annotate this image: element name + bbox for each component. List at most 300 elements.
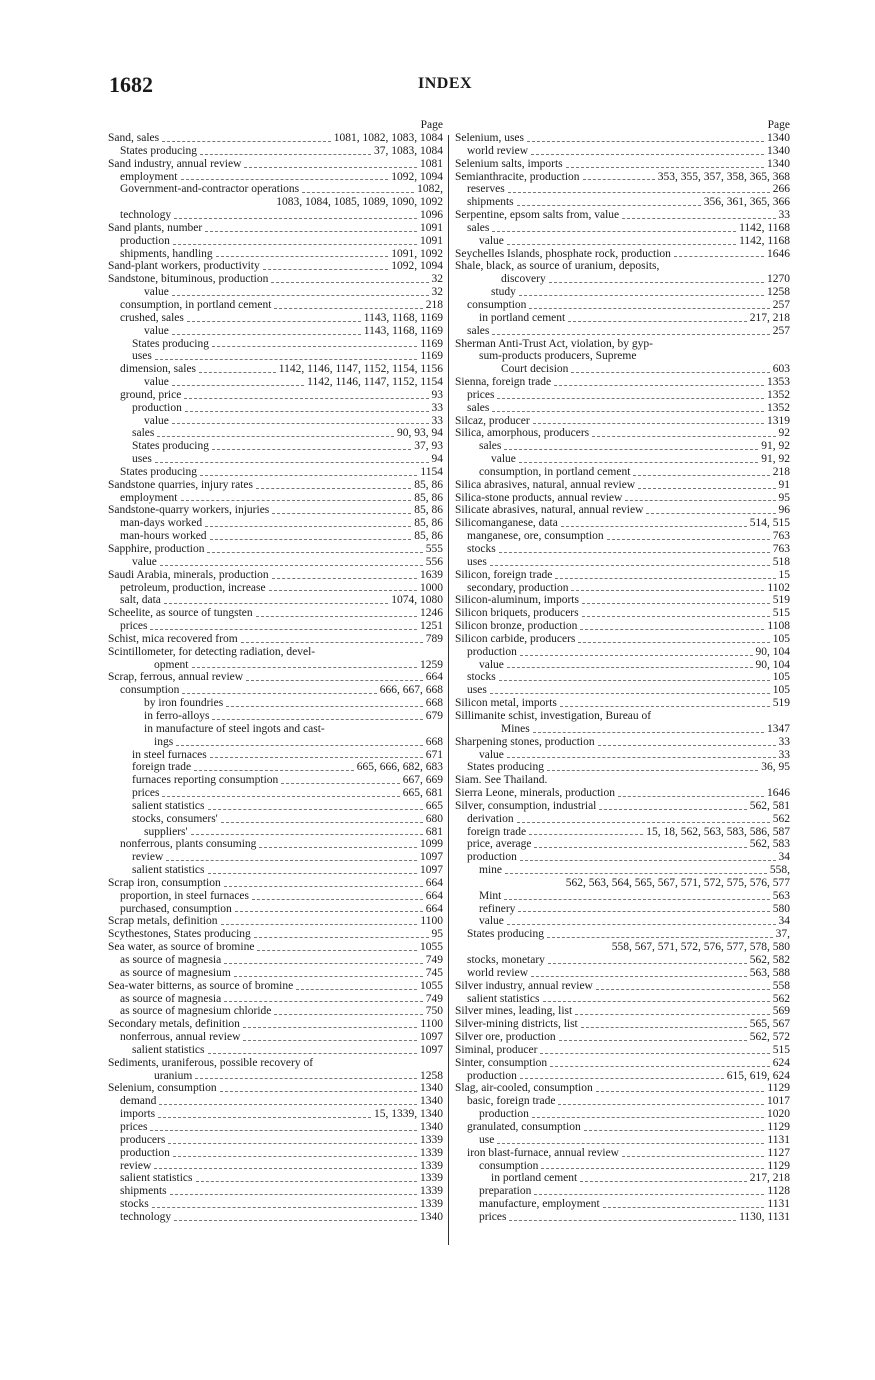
index-entry [108,928,443,941]
entry-pages: 563 [772,889,790,902]
leader-dots [194,770,354,771]
entry-term: shipments [467,196,514,209]
entry-term: review [120,1159,152,1172]
entry-term: Silicon bronze, production [455,620,578,633]
entry-term: value [479,748,504,761]
entry-term: prices [120,620,148,633]
entry-pages: 558, 567, 571, 572, 576, 577, 578, 580 [611,941,790,954]
entry-term: employment [120,491,178,504]
entry-pages: 569 [772,1005,790,1018]
entry-pages: 1081 [420,157,443,170]
index-entry [455,890,790,903]
entry-term: production [467,1069,517,1082]
leader-dots [571,372,769,373]
entry-term: in ferro-alloys [144,709,210,722]
entry-term: value [479,915,504,928]
entry-term: States producing [467,928,544,941]
entry-pages: 667, 669 [402,774,443,787]
entry-term: value [132,555,157,568]
index-entry [455,1160,790,1173]
entry-term: discovery [501,273,546,286]
entry-term: demand [120,1095,157,1108]
entry-term: foreign trade [467,825,527,838]
leader-dots [234,976,423,977]
leader-dots [549,282,764,283]
index-entry [108,1108,443,1121]
index-entry [455,594,790,607]
entry-term: world review [467,966,528,979]
entry-pages: 15, 18, 562, 563, 583, 586, 587 [646,825,790,838]
entry-pages: 91, 92 [761,440,790,453]
leader-dots [274,308,422,309]
entry-pages: 1083, 1084, 1085, 1089, 1090, 1092 [276,196,443,209]
entry-pages: 85, 86 [414,491,443,504]
index-entry [455,1121,790,1134]
entry-term: Selenium, uses [455,132,524,144]
leader-dots [172,334,361,335]
index-entry [455,1057,790,1070]
entry-pages: 679 [425,709,443,722]
entry-term: Sierra Leone, minerals, production [455,787,615,800]
entry-pages: 1091 [420,234,443,247]
entry-pages: 1127 [767,1146,790,1159]
index-entry [455,697,790,710]
entry-term: Siam. See Thailand. [455,774,548,787]
entry-term: production [479,1108,529,1121]
index-entry [455,517,790,530]
index-entry [108,1160,443,1173]
leader-dots [527,141,764,142]
leader-dots [548,963,747,964]
index-entry [108,607,443,620]
index-entry [108,1082,443,1095]
entry-pages: 95 [778,491,790,504]
index-entry [108,325,443,338]
entry-term: Silicon briquets, producers [455,607,579,620]
entry-term: value [491,453,516,466]
index-entry [455,980,790,993]
leader-dots [534,847,746,848]
entry-term: production [120,1146,170,1159]
entry-term: salt, data [120,594,161,607]
leader-dots [492,411,764,412]
entry-term: mine [479,864,502,877]
leader-dots [674,256,764,257]
entry-pages: 671 [425,748,443,761]
leader-dots [490,565,770,566]
entry-term: uses [467,555,487,568]
leader-dots [581,1027,747,1028]
index-entry [455,1082,790,1095]
leader-dots [497,398,764,399]
entry-pages: 789 [425,632,443,645]
leader-dots [571,590,764,591]
entry-pages: 1081, 1082, 1083, 1084 [333,132,443,144]
entry-term: States producing [120,465,197,478]
index-entry [108,376,443,389]
leader-dots [560,706,770,707]
leader-dots [519,295,764,296]
entry-pages: 514, 515 [749,517,790,530]
entry-pages: 32 [431,286,443,299]
leader-dots [505,873,767,874]
leader-dots [580,1181,747,1182]
index-entry [108,941,443,954]
entry-pages: 1142, 1168 [739,234,790,247]
entry-pages: 1347 [767,722,790,735]
index-entry [455,171,790,184]
entry-term: value [144,324,169,337]
entry-pages: 96 [778,504,790,517]
entry-pages: 556 [425,555,443,568]
index-entry [455,749,790,762]
leader-dots [187,321,361,322]
leader-dots [241,642,423,643]
leader-dots [533,423,764,424]
entry-term: furnaces reporting consumption [132,774,279,787]
page-number: 1682 [109,72,153,97]
entry-pages: 1143, 1168, 1169 [363,311,443,324]
leader-dots [583,179,655,180]
entry-term: Sea water, as source of bromine [108,941,255,954]
leader-dots [519,462,758,463]
leader-dots [216,256,389,257]
index-entry [455,620,790,633]
entry-pages: 1108 [767,620,790,633]
index-entry [108,890,443,903]
index-entry [455,915,790,928]
entry-term: Sandstone quarries, injury rates [108,478,253,491]
index-entry [455,838,790,851]
entry-pages: 1091 [420,221,443,234]
entry-term: in portland cement [479,311,566,324]
entry-pages: 763 [772,543,790,555]
entry-term: value [479,234,504,247]
entry-pages: 353, 355, 357, 358, 365, 368 [657,170,790,183]
index-entry [108,800,443,813]
entry-term: refinery [479,902,516,915]
entry-term: salient statistics [132,864,205,877]
index-entry [455,222,790,235]
index-entry [108,273,443,286]
leader-dots [302,192,414,193]
leader-dots [504,899,769,900]
leader-dots [540,1053,769,1054]
entry-pages: 1154 [420,465,443,478]
entry-pages: 91 [778,478,790,491]
index-entry [455,248,790,261]
entry-pages: 558 [772,979,790,992]
index-entry [455,158,790,171]
index-entry [108,1044,443,1057]
entry-term: States producing [467,761,544,774]
entry-term: Serpentine, epsom salts from, value [455,209,620,222]
entry-pages: 1020 [767,1108,790,1121]
index-entry [455,196,790,209]
leader-dots [568,321,747,322]
entry-pages: 555 [425,543,443,555]
index-entry [455,299,790,312]
entry-pages: 1097 [420,851,443,864]
entry-term: Sandstone-quarry workers, injuries [108,504,270,517]
entry-pages: 664 [425,902,443,915]
entry-pages: 1074, 1080 [391,594,443,607]
entry-term: Scheelite, as source of tungsten [108,607,253,620]
leader-dots [263,269,389,270]
leader-dots [182,693,376,694]
entry-term: Sillimanite schist, investigation, Bureau of [455,709,652,722]
index-entry [455,761,790,774]
entry-term: as source of magnesia [120,992,222,1005]
entry-pages: 85, 86 [414,504,443,517]
index-entry [455,273,790,286]
entry-pages: 664 [425,671,443,684]
entry-pages: 33 [431,401,443,414]
entry-term: Scintillometer, for detecting radiation, devel- [108,645,316,658]
leader-dots [259,847,417,848]
entry-pages: 217, 218 [749,311,790,324]
index-entry [455,1018,790,1031]
entry-pages: 34 [778,915,790,928]
index-entry [108,967,443,980]
entry-pages: 562, 581 [749,799,790,812]
index-entry [455,723,790,736]
entry-term: prices [479,1210,507,1223]
entry-term: stocks [120,1198,149,1211]
entry-pages: 1340 [767,144,790,157]
index-entry [108,556,443,569]
leader-dots [150,629,417,630]
entry-pages: 1142, 1146, 1147, 1152, 1154 [307,376,443,389]
entry-term: Silver, consumption, industrial [455,799,597,812]
entry-term: petroleum, production, increase [120,581,266,594]
entry-term: consumption [120,684,180,697]
index-entry [108,479,443,492]
entry-pages: 1646 [767,247,790,260]
index-entry [108,350,443,363]
index-entry [455,607,790,620]
index-entry [455,376,790,389]
entry-term: value [144,414,169,427]
index-entry [108,1018,443,1031]
index-entry [108,787,443,800]
leader-dots [596,1091,765,1092]
leader-dots [172,295,429,296]
leader-dots [164,603,388,604]
leader-dots [582,603,770,604]
index-entry [455,325,790,338]
entry-pages: 1097 [420,864,443,877]
index-entry [455,556,790,569]
entry-term: uranium [154,1069,193,1082]
index-entry [455,492,790,505]
entry-term: uses [132,453,152,466]
leader-dots [504,449,758,450]
entry-pages: 1246 [420,607,443,620]
entry-term: production [120,234,170,247]
entry-pages: 95 [431,928,443,941]
leader-dots [296,989,417,990]
entry-term: producers [120,1133,166,1146]
index-entry [455,145,790,158]
entry-term: Sediments, uraniferous, possible recovery of [108,1056,314,1069]
leader-dots [529,308,769,309]
leader-dots [155,359,418,360]
index-entry [108,453,443,466]
entry-pages: 266 [772,183,790,196]
entry-pages: 218 [425,298,443,311]
index-entry [108,851,443,864]
entry-term: sum-products producers, Supreme [479,350,637,363]
leader-dots [224,963,423,964]
index-entry [455,774,790,787]
index-entry [108,594,443,607]
index-entry [108,402,443,415]
entry-pages: 1169 [420,337,443,350]
entry-pages: 1340 [420,1082,443,1095]
leader-dots [517,205,701,206]
leader-dots [155,462,429,463]
leader-dots [208,1053,417,1054]
leader-dots [256,616,417,617]
leader-dots [547,770,758,771]
leader-dots [246,680,423,681]
leader-dots [185,411,429,412]
leader-dots [158,1117,371,1118]
index-entry [455,1172,790,1185]
entry-term: Silver-mining districts, list [455,1018,578,1031]
entry-term: Silicomanganese, data [455,517,558,530]
leader-dots [200,475,417,476]
entry-term: world review [467,144,528,157]
leader-dots [252,899,423,900]
index-entry [108,838,443,851]
entry-pages: 515 [772,1043,790,1056]
entry-term: stocks, consumers' [132,812,218,825]
entry-term: ground, price [120,388,182,401]
entry-term: study [491,286,516,299]
leader-dots [507,244,736,245]
index-entry [455,440,790,453]
entry-term: by iron foundries [144,697,224,710]
entry-pages: 518 [772,555,790,568]
leader-dots [633,475,769,476]
entry-term: man-days worked [120,517,203,530]
entry-pages: 1055 [420,941,443,954]
entry-term: Sand-plant workers, productivity [108,260,260,273]
index-entry [455,530,790,543]
entry-term: Silver mines, leading, list [455,1005,573,1018]
entry-term: Silver ore, production [455,1031,556,1044]
index-entry [108,980,443,993]
left-entries [108,132,443,1224]
leader-dots [269,590,417,591]
entry-pages: 105 [772,684,790,697]
entry-term: use [479,1133,495,1146]
entry-term: derivation [467,812,514,825]
entry-term: consumption [479,1159,539,1172]
index-entry [108,248,443,261]
entry-pages: 664 [425,889,443,902]
index-entry [455,402,790,415]
leader-dots [205,526,411,527]
leader-dots [191,834,423,835]
entry-term: Selenium salts, imports [455,157,563,170]
index-entry [455,569,790,582]
leader-dots [507,667,753,668]
leader-dots [618,796,764,797]
index-entry [108,1005,443,1018]
entry-term: Court decision [501,363,569,376]
entry-pages: 563, 588 [749,966,790,979]
entry-term: Sienna, foreign trade [455,376,552,389]
entry-term: Scrap iron, consumption [108,876,221,889]
leader-dots [243,1040,417,1041]
entry-pages: 90, 104 [755,658,790,671]
index-entry [455,479,790,492]
entry-pages: 1339 [420,1198,443,1211]
entry-term: uses [467,684,487,697]
index-entry [455,363,790,376]
index-entry [455,338,790,351]
entry-term: prices [120,1120,148,1133]
leader-dots [196,1181,417,1182]
entry-pages: 1169 [420,350,443,363]
index-entry [455,954,790,967]
entry-pages: 33 [778,209,790,222]
entry-term: shipments [120,1185,167,1198]
entry-pages: 1340 [420,1120,443,1133]
entry-pages: 615, 619, 624 [726,1069,790,1082]
entry-pages: 1142, 1168 [739,221,790,234]
index-entry [108,1057,443,1070]
entry-term: Silica-stone products, annual review [455,491,623,504]
entry-term: Silicon metal, imports [455,697,557,710]
index-entry [108,826,443,839]
leader-dots [622,1156,764,1157]
entry-pages: 666, 667, 668 [379,684,443,697]
index-entry [455,1185,790,1198]
index-entry [108,813,443,826]
entry-pages: 515 [772,607,790,620]
entry-term: technology [120,209,172,222]
index-entry [108,427,443,440]
leader-dots [533,732,764,733]
entry-pages: 1128 [767,1185,790,1198]
index-entry [455,1005,790,1018]
index-entry [455,582,790,595]
index-entry [108,196,443,209]
entry-pages: 562 [772,992,790,1005]
entry-term: Silcaz, producer [455,414,530,427]
entry-pages: 1646 [767,787,790,800]
entry-term: Silicate abrasives, natural, annual review [455,504,644,517]
entry-term: Semianthracite, production [455,170,580,183]
leader-dots [181,179,389,180]
entry-term: preparation [479,1185,532,1198]
entry-term: nonferrous, annual review [120,1031,241,1044]
index-entry [108,749,443,762]
entry-pages: 1352 [767,401,790,414]
leader-dots [205,231,417,232]
entry-term: imports [120,1108,156,1121]
leader-dots [492,231,736,232]
entry-term: salient statistics [132,1043,205,1056]
entry-pages: 562 [772,812,790,825]
entry-term: Shale, black, as source of uranium, deposits, [455,260,660,273]
leader-dots [200,154,371,155]
index-entry [108,466,443,479]
